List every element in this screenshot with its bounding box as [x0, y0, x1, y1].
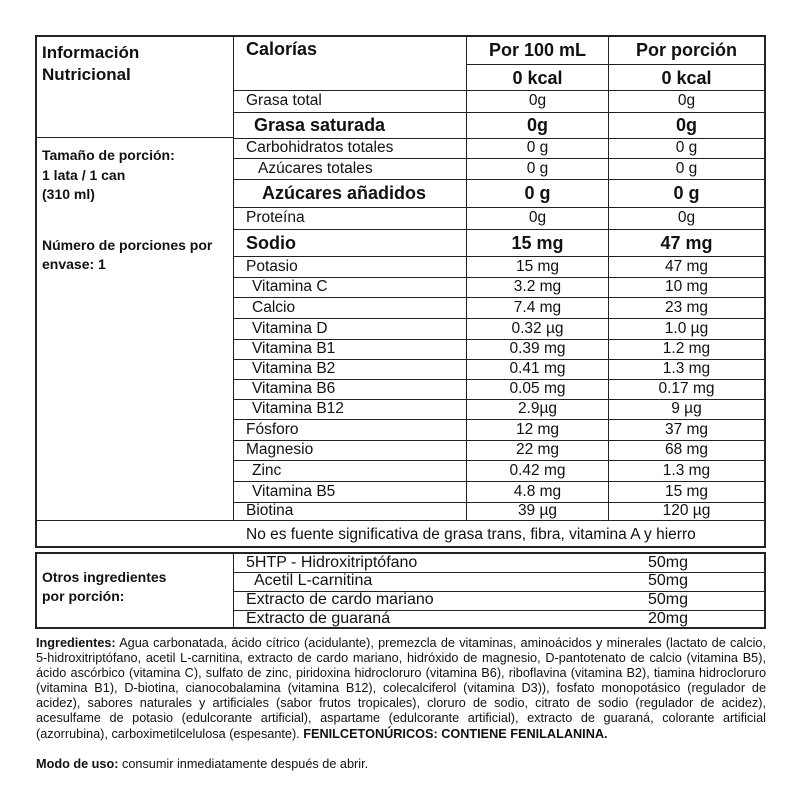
nutrient-name: Vitamina B12	[252, 400, 344, 418]
nutrient-per-portion: 0g	[675, 115, 697, 135]
nutrient-name: Potasio	[246, 257, 298, 275]
nutrient-name: Calcio	[252, 298, 296, 316]
nutrient-name: Grasa total	[246, 92, 322, 110]
footnote: No es fuente significativa de grasa trans, fibra, vitamina A y hierro	[246, 526, 696, 543]
info-title-line2: Nutricional	[42, 65, 131, 84]
nutrient-per-100ml: 0.05 mg	[509, 380, 566, 398]
nutrient-per-portion: 0g	[677, 92, 696, 110]
nutrient-per-portion: 120 µg	[662, 502, 711, 520]
nutrient-per-100ml: 0.32 µg	[511, 319, 564, 337]
other-ingredient-amount: 50mg	[648, 572, 689, 589]
nutrient-name: Vitamina D	[252, 319, 328, 337]
nutrient-name: Vitamina C	[252, 278, 328, 296]
nutrient-per-100ml: 0g	[526, 115, 548, 135]
other-ingredient-amount: 50mg	[648, 591, 689, 608]
nutrient-per-100ml: 2.9µg	[517, 400, 558, 418]
ingredients-paragraph	[36, 636, 766, 742]
nutrient-per-portion: 9 µg	[671, 400, 702, 418]
other-ingredient-name: Extracto de cardo mariano	[246, 591, 434, 608]
nutrient-name: Grasa saturada	[254, 115, 386, 135]
calorias-label: Calorías	[246, 39, 318, 59]
nutrient-per-portion: 15 mg	[664, 482, 709, 500]
usage-instructions	[36, 757, 368, 772]
nutrient-per-portion: 0 g	[675, 159, 698, 177]
nutrient-name: Sodio	[246, 232, 296, 253]
nutrient-name: Vitamina B5	[252, 482, 336, 500]
row-separator	[233, 112, 766, 113]
other-ingredient-name: Extracto de guaraná	[246, 610, 391, 627]
nutrient-per-portion: 0 g	[673, 183, 700, 203]
nutrient-per-100ml: 0 g	[526, 159, 549, 177]
ingredients-label: Ingredientes:	[36, 636, 116, 650]
nutrient-per-portion: 47 mg	[660, 232, 713, 253]
nutrient-per-portion: 23 mg	[664, 298, 709, 316]
nutrient-per-100ml: 4.8 mg	[513, 482, 562, 500]
nutrient-per-100ml: 12 mg	[515, 420, 560, 438]
nutrient-name: Magnesio	[246, 441, 314, 459]
nutrient-per-portion: 68 mg	[664, 441, 709, 459]
nutrient-per-100ml: 15 mg	[515, 257, 560, 275]
nutrient-per-100ml: 39 µg	[517, 502, 558, 520]
nutrient-per-portion: 37 mg	[664, 420, 709, 438]
nutrient-per-portion: 0g	[677, 209, 696, 227]
nutrient-name: Vitamina B1	[252, 340, 336, 358]
nutrient-per-portion: 47 mg	[664, 257, 709, 275]
nutrient-per-portion: 1.0 µg	[664, 319, 709, 337]
other-ingredient-amount: 50mg	[648, 554, 689, 571]
nutrient-per-portion: 1.2 mg	[662, 340, 711, 358]
nutrient-per-100ml: 15 mg	[511, 232, 564, 253]
serving-size-ml: (310 ml)	[42, 186, 95, 202]
other-ingredient-name: 5HTP - Hidroxitriptófano	[246, 554, 418, 571]
other-ingredient-amount: 20mg	[648, 610, 689, 627]
nutrient-per-100ml: 0.42 mg	[509, 461, 566, 479]
nutrient-name: Proteína	[246, 209, 305, 227]
usage-text: consumir inmediatamente después de abrir.	[122, 757, 369, 771]
nutrient-per-100ml: 0.41 mg	[509, 360, 566, 378]
other-ingredients-label-1: Otros ingredientes	[42, 569, 167, 585]
serving-size-label: Tamaño de porción:	[42, 147, 175, 163]
nutrient-name: Azúcares añadidos	[262, 183, 427, 203]
row-separator	[233, 229, 766, 230]
usage-label: Modo de uso:	[36, 757, 119, 771]
nutrient-per-100ml: 0 g	[524, 183, 551, 203]
col-header-portion: Por porción	[635, 40, 737, 60]
nutrient-name: Carbohidratos totales	[246, 139, 394, 157]
nutrient-per-100ml: 0.39 mg	[509, 340, 566, 358]
ingredients-text: Agua carbonatada, ácido cítrico (acidulante), premezcla de vitaminas, aminoácidos y minerales (lactato de calcio, 5-hidroxitriptófano, acetil L-carnitina, extracto de cardo mariano, hidróxido de magnesio, D-pantotenato de calcio (vitamina B5), ácido ascórbico (vitamina C), sulfato de zinc, piridoxina hidrocloruro (vitamina B6), riboflavina (vitamina B2), tiamina hidrocloruro (vitamina B1), D-biotina, cianocobalamina (vitamina B12), colecalciferol (vitamina D3)), fosfato monopotásico (regulador de acidez), sabores naturales y artificiales (sabor frutos tropicales), cloruro de sodio, citrato de sodio (regulador de acidez), acesulfame de potasio (edulcorante artificial), aspartame (edulcorante artificial), extracto de guaraná, colorante artificial (azorrubina), carboximetilcelulosa (espesante).	[36, 636, 766, 741]
row-separator	[233, 90, 766, 91]
nutrient-name: Azúcares totales	[258, 159, 373, 177]
nutrient-name: Biotina	[246, 502, 294, 520]
nutrient-per-100ml: 22 mg	[515, 441, 560, 459]
col-header-100ml: Por 100 mL	[488, 40, 587, 60]
kcal-portion: 0 kcal	[661, 68, 712, 88]
phenylketonurics-warning: FENILCETONÚRICOS: CONTIENE FENILALANINA.	[303, 726, 608, 741]
nutrient-per-portion: 1.3 mg	[662, 360, 711, 378]
nutrient-per-100ml: 0 g	[526, 139, 549, 157]
nutrient-name: Fósforo	[246, 420, 299, 438]
nutrient-per-portion: 1.3 mg	[662, 461, 711, 479]
nutrient-name: Zinc	[252, 461, 282, 479]
info-title-line1: Información	[42, 43, 140, 62]
serving-size-value: 1 lata / 1 can	[42, 167, 126, 183]
servings-per-container-label: Número de porciones por	[42, 237, 213, 253]
row-separator	[233, 179, 766, 180]
nutrient-name: Vitamina B2	[252, 360, 336, 378]
nutrient-per-100ml: 0g	[528, 92, 547, 110]
nutrient-per-100ml: 7.4 mg	[513, 298, 562, 316]
nutrient-per-portion: 10 mg	[664, 278, 709, 296]
nutrient-per-portion: 0 g	[675, 139, 698, 157]
nutrient-per-100ml: 0g	[528, 209, 547, 227]
nutrient-per-100ml: 3.2 mg	[513, 278, 562, 296]
other-ingredient-name: Acetil L-carnitina	[254, 572, 373, 589]
row-separator	[233, 207, 766, 208]
nutrient-per-portion: 0.17 mg	[658, 380, 715, 398]
servings-per-container-value: envase: 1	[42, 256, 106, 272]
nutrient-name: Vitamina B6	[252, 380, 336, 398]
kcal-100ml: 0 kcal	[512, 68, 563, 88]
other-ingredients-label-2: por porción:	[42, 588, 125, 604]
